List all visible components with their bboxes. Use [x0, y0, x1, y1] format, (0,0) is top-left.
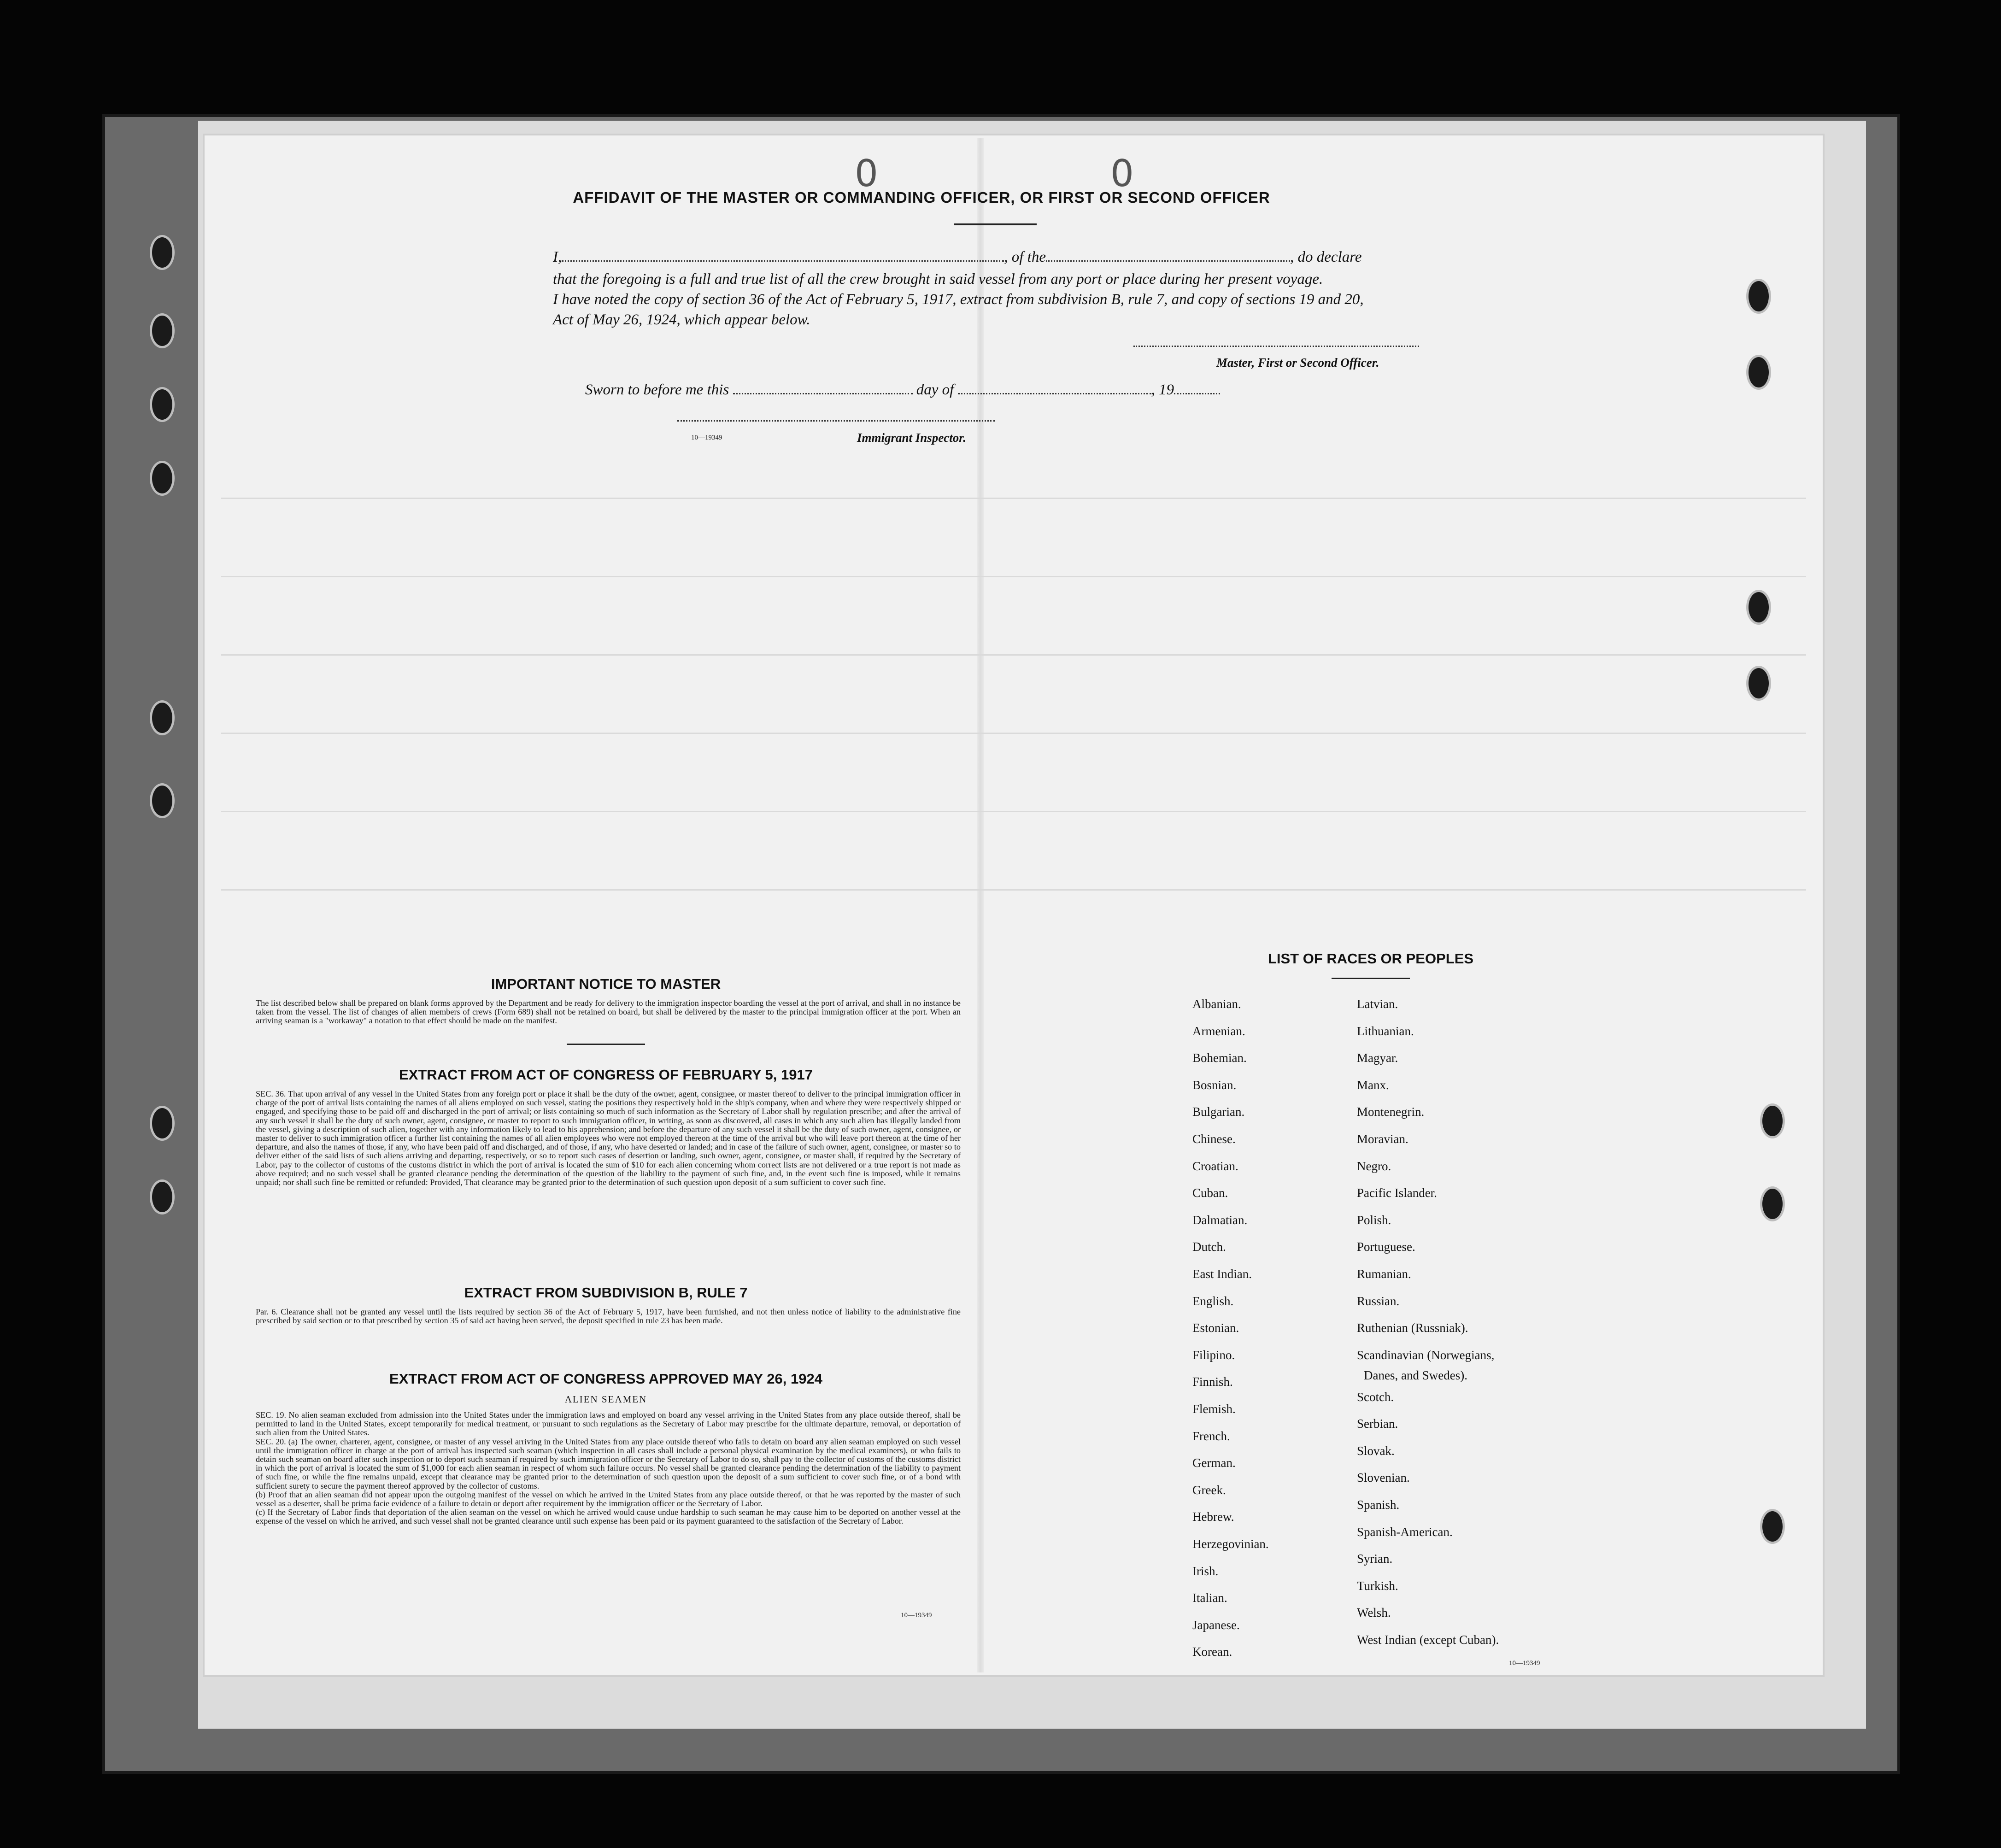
punch-hole	[150, 461, 175, 496]
punch-hole	[150, 313, 175, 348]
punch-hole	[1760, 1186, 1785, 1221]
bleed-line	[221, 889, 1806, 891]
affidavit-line-3: I have noted the copy of section 36 of the Act of February 5, 1917, extract from subdivision B, rule 7, and copy of sections 19 and 20,	[553, 291, 1364, 308]
extract-1924-body: SEC. 19. No alien seaman excluded from admission into the United States under the immigration laws and employed on board any vessel arriving in the United States from any place outside thereof, shall be permitted to land in the United States, except temporarily for medical treatment, or pursuant to such regulations as the Secretary of Labor may prescribe for the ultimate departure, removal, or deportation of such alien from the United States. SEC. 20. (a) The owner, charterer, agent, consignee, or master of any vessel arriving in the United States from any place outside thereof who fails to detain on board any alien seaman employed on such vessel until the immigration officer in charge at the port of arrival has inspected such seaman (which inspection in all cases shall include a personal physical examination by the medical examiners), or who fails to detain such seaman on board after such inspection or to deport such seaman if required by such immigration officer or the Secretary of Labor to do so, shall pay to the collector of customs of the customs district in which the port of arrival is located the sum of $1,000 for each alien seaman in respect of whom such failure occurs. No vessel shall be granted clearance pending the determination of the liability to payment of such fine, or while the fine remains unpaid, except that clearance may be granted prior to the determination of such question upon the deposit of a sum sufficient to cover such fine, or of a bond with sufficient surety to secure the payment thereof approved by the collector of customs. (b) Proof that an alien seaman did not appear upon the outgoing manifest of the vessel on which he arrived in the United States from any place outside thereof, or that he was reported by the master of such vessel as a deserter, shall be prima facie evidence of a failure to detain or deport after requirement by the immigration officer or the Secretary of Labor. (c) If the Secretary of Labor finds that deportation of the alien seaman on the vessel on which he arrived would cause undue hardship to such seaman he may cause him to be deported on another vessel at the expense of the vessel on which he arrived, and such vessel shall not be granted clearance until such expense has been paid or its payment guaranteed to the satisfaction of the Secretary of Labor.	[256, 1410, 961, 1526]
page-fold	[977, 138, 984, 1672]
race-item: Serbian.	[1357, 1417, 1398, 1431]
bleed-line	[221, 576, 1806, 577]
affidavit-of: , of the	[1004, 249, 1046, 265]
race-item: Danes, and Swedes).	[1364, 1368, 1467, 1382]
race-item: Herzegovinian.	[1192, 1537, 1269, 1551]
race-item: Manx.	[1357, 1078, 1389, 1092]
race-item: Lithuanian.	[1357, 1024, 1414, 1038]
race-item: Pacific Islander.	[1357, 1186, 1437, 1200]
handwritten-mark: 0	[855, 152, 878, 195]
race-item: Flemish.	[1192, 1402, 1236, 1416]
race-item: Albanian.	[1192, 997, 1241, 1011]
race-item: Rumanian.	[1357, 1267, 1411, 1281]
extract-rule7-body: Par. 6. Clearance shall not be granted any vessel until the lists required by section 36 of the Act of February 5, 1917, have been furnished, and not then unless notice of liability to the administrative fine prescribed by said section or to that prescribed by section 35 of said act having been served, the deposit specified in rule 23 has been made.	[256, 1307, 961, 1326]
punch-hole	[150, 235, 175, 270]
punch-hole	[150, 783, 175, 818]
affidavit-line-1	[553, 249, 1361, 266]
bleed-line	[221, 498, 1806, 499]
race-item: Slovenian.	[1357, 1471, 1410, 1485]
race-item: Greek.	[1192, 1483, 1226, 1497]
inspector-signature-blank[interactable]	[677, 420, 995, 422]
punch-hole	[1746, 279, 1771, 314]
sworn-month-blank[interactable]	[958, 393, 1151, 394]
race-item: Syrian.	[1357, 1552, 1393, 1566]
race-item: Portuguese.	[1357, 1240, 1415, 1254]
extract-1924-subtitle: ALIEN SEAMEN	[564, 1394, 647, 1405]
race-item: Cuban.	[1192, 1186, 1228, 1200]
punch-hole	[150, 1179, 175, 1214]
race-item: Finnish.	[1192, 1375, 1233, 1389]
title-rule	[954, 223, 1037, 225]
notice-body: The list described below shall be prepared on blank forms approved by the Department and be ready for delivery to the immigration inspector boarding the vessel at the port of arrival, and shall in no instance be taken from the vessel. The list of changes of alien members of crews (Form 689) shall not be retained on board, but shall be delivered by the master to the principal immigration officer at the port. When an arriving seaman is a "workaway" a notation to that effect should be made on the manifest.	[256, 998, 961, 1026]
bleed-line	[221, 811, 1806, 812]
race-item: Spanish-American.	[1357, 1525, 1453, 1539]
race-item: Croatian.	[1192, 1159, 1238, 1173]
race-item: Italian.	[1192, 1591, 1227, 1605]
race-item: French.	[1192, 1429, 1230, 1443]
punch-hole	[1746, 666, 1771, 701]
inspector-caption: Immigrant Inspector.	[857, 431, 967, 445]
sworn-line	[585, 381, 1220, 399]
affidavit-i: I,	[553, 249, 562, 265]
race-item: Ruthenian (Russniak).	[1357, 1321, 1468, 1335]
race-item: Latvian.	[1357, 997, 1398, 1011]
form-number: 10—19349	[691, 434, 722, 441]
punch-hole	[1760, 1509, 1785, 1544]
affidavit-line-2: that the foregoing is a full and true list of all the crew brought in said vessel from any port or place during her present voyage.	[553, 271, 1323, 287]
race-item: Korean.	[1192, 1645, 1232, 1659]
sworn-day-blank[interactable]	[733, 393, 913, 394]
extract-1917-title: EXTRACT FROM ACT OF CONGRESS OF FEBRUARY 5, 1917	[399, 1067, 813, 1083]
vessel-blank[interactable]	[1046, 260, 1290, 262]
race-item: Polish.	[1357, 1213, 1391, 1227]
name-blank[interactable]	[562, 260, 1004, 262]
notice-title: IMPORTANT NOTICE TO MASTER	[491, 976, 721, 992]
punch-hole	[1760, 1103, 1785, 1138]
race-item: Bulgarian.	[1192, 1105, 1245, 1119]
race-item: Filipino.	[1192, 1348, 1235, 1362]
race-item: Moravian.	[1357, 1132, 1408, 1146]
year-prefix: , 19	[1151, 381, 1174, 398]
race-item: East Indian.	[1192, 1267, 1252, 1281]
race-item: Hebrew.	[1192, 1510, 1234, 1524]
race-item: Estonian.	[1192, 1321, 1239, 1335]
race-item: Russian.	[1357, 1294, 1400, 1308]
day-of-label: day of	[916, 381, 954, 398]
race-item: Turkish.	[1357, 1578, 1398, 1593]
race-item: Japanese.	[1192, 1618, 1240, 1632]
affidavit-title: AFFIDAVIT OF THE MASTER OR COMMANDING OFFICER, OR FIRST OR SECOND OFFICER	[573, 189, 1270, 206]
bleed-line	[221, 654, 1806, 656]
form-number: 10—19349	[901, 1612, 932, 1619]
race-item: Dalmatian.	[1192, 1213, 1248, 1227]
affidavit-line-4: Act of May 26, 1924, which appear below.	[553, 311, 810, 328]
race-item: English.	[1192, 1294, 1234, 1308]
race-item: Chinese.	[1192, 1132, 1236, 1146]
race-item: Dutch.	[1192, 1240, 1226, 1254]
punch-hole	[1746, 590, 1771, 625]
punch-hole	[150, 387, 175, 422]
extract-1917-body: SEC. 36. That upon arrival of any vessel in the United States from any foreign port or place it shall be the duty of the owner, agent, consignee, or master thereof to deliver to the principal immigration officer in charge of the port of arrival lists containing the names of all aliens employed on such vessel, stating the positions they respectively hold in the ship's company, when and where they were respectively shipped or engaged, and specifying those to be paid off and discharged in the port of arrival; or lists containing so much of such information as the Secretary of Labor shall by regulation prescribe; and after the arrival of any such vessel it shall be the duty of such owner, agent, consignee, or master to report to such immigration officer, in writing, as soon as discovered, all cases in which any such alien has illegally landed from the vessel, giving a description of such alien, together with any information likely to lead to his apprehension; and before the departure of any such vessel it shall be the duty of such owner, agent, consignee, or master to deliver to such immigration officer a further list containing the names of all alien employees who were not employed thereon at the time of the arrival but who will leave port thereon at the time of her departure, and also the names of those, if any, who have been paid off and discharged, and of those, if any, who have deserted or landed; and in case of the failure of such owner, agent, consignee, or master so to deliver either of the said lists of such aliens arriving and departing, respectively, or so to report such cases of desertion or landing, such owner, agent, consignee, or master shall, if required by the Secretary of Labor, pay to the collector of customs of the customs district in which the port of arrival is located the sum of $10 for each alien concerning whom correct lists are not delivered or a true report is not made as above required; and no such vessel shall be granted clearance pending the determination of the question of the liability to the payment of such fine, and, in the event such fine is imposed, while it remains unpaid; nor shall such fine be remitted or refunded: Provided, That clearance may be granted prior to the determination of such question upon deposit of a sum sufficient to cover such fine.	[256, 1089, 961, 1187]
race-item: Magyar.	[1357, 1051, 1398, 1065]
races-rule	[1332, 978, 1410, 979]
race-item: Scandinavian (Norwegians,	[1357, 1348, 1495, 1362]
notice-rule	[567, 1044, 645, 1045]
race-item: Welsh.	[1357, 1606, 1391, 1620]
race-item: Armenian.	[1192, 1024, 1245, 1038]
bleed-line	[221, 733, 1806, 734]
punch-hole	[150, 1106, 175, 1141]
race-item: Bohemian.	[1192, 1051, 1247, 1065]
race-item: West Indian (except Cuban).	[1357, 1633, 1499, 1647]
sworn-label: Sworn to before me this	[585, 381, 729, 398]
race-item: German.	[1192, 1456, 1236, 1470]
affidavit-declare: , do declare	[1290, 249, 1362, 265]
race-item: Montenegrin.	[1357, 1105, 1425, 1119]
race-item: Spanish.	[1357, 1498, 1400, 1512]
extract-rule7-title: EXTRACT FROM SUBDIVISION B, RULE 7	[464, 1285, 748, 1301]
race-item: Scotch.	[1357, 1390, 1394, 1404]
master-signature-blank[interactable]	[1133, 346, 1419, 347]
race-item: Negro.	[1357, 1159, 1391, 1173]
handwritten-mark: 0	[1110, 152, 1134, 195]
punch-hole	[1746, 355, 1771, 390]
race-item: Slovak.	[1357, 1443, 1395, 1458]
races-title: LIST OF RACES OR PEOPLES	[1267, 950, 1474, 967]
race-item: Irish.	[1192, 1564, 1219, 1578]
master-caption: Master, First or Second Officer.	[1216, 356, 1379, 370]
punch-hole	[150, 700, 175, 735]
form-number: 10—19349	[1509, 1660, 1540, 1667]
race-item: Bosnian.	[1192, 1078, 1237, 1092]
sworn-year-blank[interactable]	[1174, 393, 1220, 394]
extract-1924-title: EXTRACT FROM ACT OF CONGRESS APPROVED MAY 26, 1924	[389, 1371, 822, 1387]
